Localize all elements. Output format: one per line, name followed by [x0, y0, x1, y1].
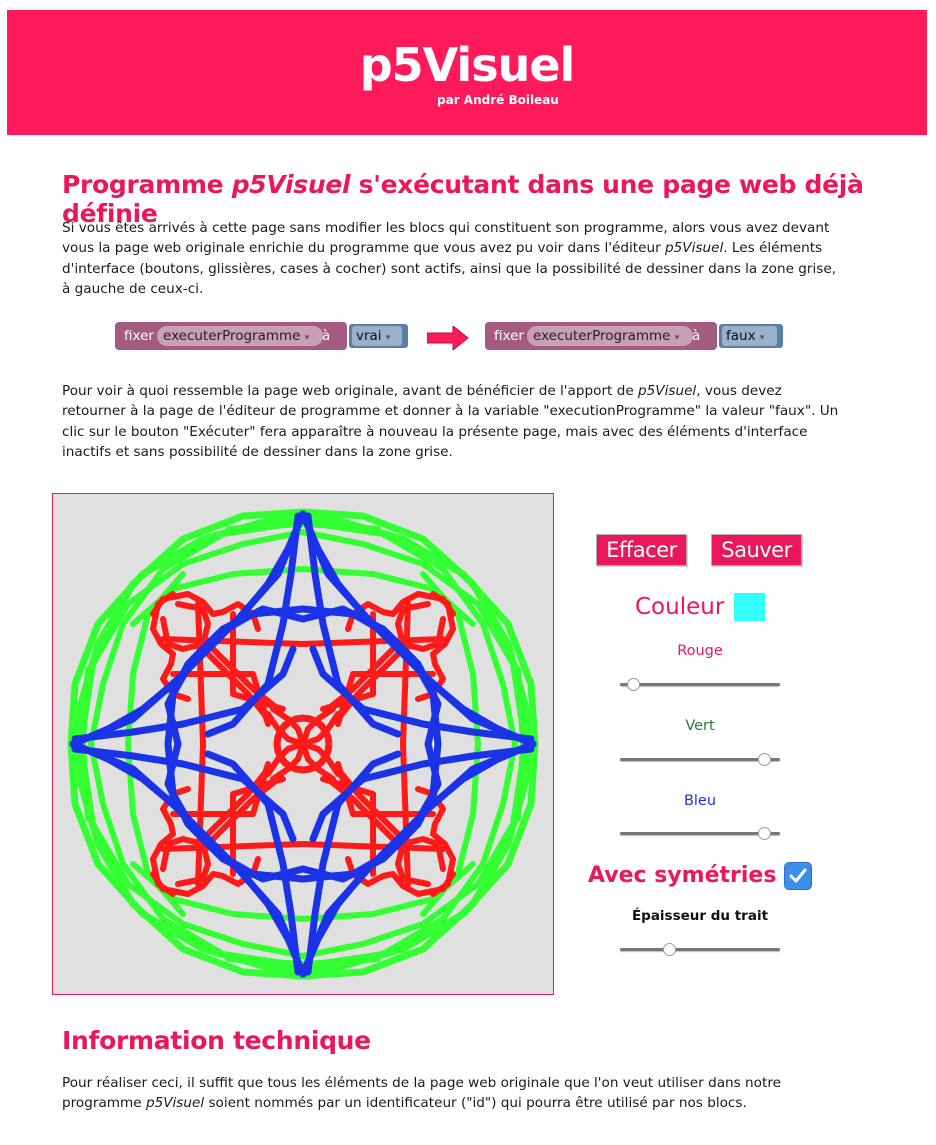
drawn-stroke: [83, 744, 88, 819]
variable-dropdown: executerProgramme ▾: [527, 326, 693, 346]
set-block-false: fixer executerProgramme ▾ à: [485, 322, 717, 350]
blue-slider-label: Bleu: [683, 793, 717, 809]
color-label: Couleur: [635, 594, 725, 620]
symmetry-checkbox[interactable]: [784, 862, 812, 890]
slider-thumb[interactable]: [758, 827, 771, 840]
slider-thumb[interactable]: [758, 753, 771, 766]
value-block-false: faux ▾: [719, 324, 783, 348]
save-button[interactable]: Sauver: [711, 534, 802, 566]
explanation-paragraph: Pour voir à quoi ressemble la page web originale, avant de bénéficier de l'apport de p5Visuel, vous devez retourner à la page de l'éditeur de programme et donner à la variable "executionProgramme" la valeur "faux". Un clic sur le bouton "Exécuter" fera apparaître à nouveau la présente page, mais avec des éléments d'interface inactifs et sans possibilité de dessiner dans la zone grise.: [62, 383, 839, 460]
green-slider-label: Vert: [685, 718, 715, 734]
drawn-stroke: [303, 959, 378, 964]
right-arrow-icon: [427, 326, 469, 350]
drawn-stroke: [303, 524, 378, 529]
symmetry-label: Avec symétries: [588, 863, 777, 888]
site-byline: par André Boileau: [437, 93, 559, 107]
technical-info-title: Information technique: [62, 1026, 371, 1055]
thickness-label: Épaisseur du trait: [631, 908, 769, 924]
checkmark-icon: [785, 863, 811, 889]
header-banner: [7, 10, 927, 135]
intro-paragraph: Si vous êtes arrivés à cette page sans modifier les blocs qui constituent son programme, alors vous avez devant vous la page web originale enrichie du programme que vous avez pu voir dans l'éditeur p5Visuel. Les éléments d'interface (boutons, glissières, cases à cocher) sont actifs, ainsi que la possibilité de dessiner dans la zone grise, à gauche de ceux-ci.: [62, 220, 837, 297]
drawing-strokes: [53, 494, 553, 994]
drawn-stroke: [518, 744, 523, 819]
drawing-canvas[interactable]: [52, 493, 554, 995]
red-slider[interactable]: [620, 680, 780, 690]
set-block-true: fixer executerProgramme ▾ à: [115, 322, 347, 350]
blue-slider[interactable]: [620, 829, 780, 839]
slider-thumb[interactable]: [663, 943, 676, 956]
slider-thumb[interactable]: [627, 678, 640, 691]
clear-button[interactable]: Effacer: [596, 534, 687, 566]
drawn-stroke: [518, 669, 523, 744]
technical-info-paragraph: Pour réaliser ceci, il suffit que tous les éléments de la page web originale que l'on veut utiliser dans notre programme p5Visuel soient nommés par un identificateur ("id") qui pourra être utilisé par nos blocs.: [62, 1075, 781, 1112]
green-slider[interactable]: [620, 755, 780, 765]
variable-dropdown: executerProgramme ▾: [157, 326, 323, 346]
thickness-slider[interactable]: [620, 945, 780, 955]
value-block-true: vrai ▾: [349, 324, 408, 348]
drawn-stroke: [83, 669, 88, 744]
drawn-stroke: [228, 959, 303, 964]
site-title: p5Visuel: [359, 38, 575, 92]
color-swatch: [734, 593, 765, 621]
section-title: Programme p5Visuel s'exécutant dans une page web déjà définie: [62, 170, 864, 228]
red-slider-label: Rouge: [677, 643, 723, 659]
drawn-stroke: [228, 524, 303, 529]
